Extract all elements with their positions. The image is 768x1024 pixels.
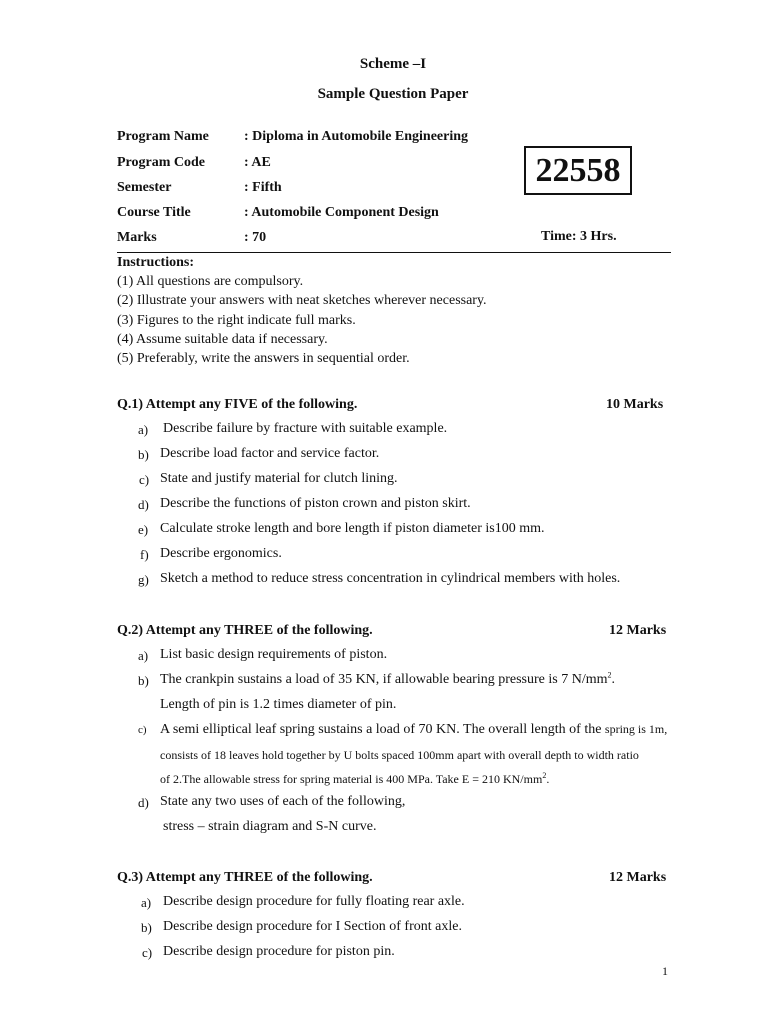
q1-item-text: Describe ergonomics. bbox=[160, 546, 282, 561]
scheme-title: Scheme –I bbox=[359, 56, 427, 72]
course-code-box: 22558 bbox=[524, 146, 632, 195]
q1-item-text: Calculate stroke length and bore length if piston diameter is100 mm. bbox=[160, 521, 545, 536]
program-name-label: Program Name bbox=[117, 129, 209, 144]
q2-d-line1: State any two uses of each of the following, bbox=[160, 794, 406, 809]
q1-item-text: Describe load factor and service factor. bbox=[160, 446, 380, 461]
q2-item-letter: a) bbox=[138, 648, 149, 663]
q2-d-line2: stress – strain diagram and S-N curve. bbox=[163, 819, 377, 834]
program-code-value: : AE bbox=[244, 155, 271, 170]
q1-heading: Q.1) Attempt any FIVE of the following. bbox=[117, 397, 358, 412]
q2-c-period: . bbox=[546, 772, 550, 786]
q2-item-text bbox=[160, 672, 615, 688]
instruction-item: (4) Assume suitable data if necessary. bbox=[117, 332, 328, 347]
exam-time: Time: 3 Hrs. bbox=[541, 229, 617, 244]
q2-c-line1-small: spring is 1m, bbox=[604, 722, 668, 736]
q2-heading: Q.2) Attempt any THREE of the following. bbox=[117, 623, 373, 638]
q1-item-text: Describe the functions of piston crown and piston skirt. bbox=[160, 496, 471, 511]
q2-b-period: . bbox=[611, 672, 616, 687]
q2-item-letter: b) bbox=[138, 673, 149, 688]
q2-b-line2: Length of pin is 1.2 times diameter of pin. bbox=[160, 697, 397, 712]
header-divider bbox=[117, 252, 671, 253]
q3-heading: Q.3) Attempt any THREE of the following. bbox=[117, 870, 373, 885]
q1-item-letter: b) bbox=[138, 447, 149, 462]
q3-item-letter: c) bbox=[142, 945, 153, 960]
q2-c-line3: of 2.The allowable stress for spring material is 400 MPa. Take E = 210 KN/mm bbox=[160, 772, 543, 786]
course-title-label: Course Title bbox=[117, 205, 191, 220]
instruction-item: (3) Figures to the right indicate full marks. bbox=[117, 313, 356, 328]
q1-item-letter: c) bbox=[139, 472, 150, 487]
q1-marks: 10 Marks bbox=[606, 397, 664, 412]
q2-c-line2: consists of 18 leaves hold together by U bolts spaced 100mm apart with overall depth to width ratio bbox=[160, 748, 639, 762]
q2-marks: 12 Marks bbox=[609, 623, 667, 638]
q3-item-text: Describe design procedure for I Section of front axle. bbox=[163, 919, 462, 934]
q1-item-letter: g) bbox=[138, 572, 149, 587]
q1-item-letter: a) bbox=[138, 422, 149, 437]
course-title-value: : Automobile Component Design bbox=[244, 205, 439, 220]
q2-item-letter: d) bbox=[138, 795, 149, 810]
semester-value: : Fifth bbox=[244, 180, 282, 195]
paper-title: Sample Question Paper bbox=[317, 86, 469, 102]
q2-c-line3-wrap bbox=[160, 772, 549, 787]
q2-b-superscript: 2 bbox=[607, 670, 612, 680]
instruction-item: (1) All questions are compulsory. bbox=[117, 274, 304, 289]
q1-item-letter: d) bbox=[138, 497, 149, 512]
q2-c-superscript: 2 bbox=[542, 771, 547, 780]
instructions-heading: Instructions: bbox=[117, 255, 195, 270]
marks-label: Marks bbox=[117, 230, 157, 245]
semester-label: Semester bbox=[117, 180, 172, 195]
q3-marks: 12 Marks bbox=[609, 870, 667, 885]
q1-item-text: Describe failure by fracture with suitable example. bbox=[163, 421, 448, 436]
q1-item-text: Sketch a method to reduce stress concentration in cylindrical members with holes. bbox=[160, 571, 621, 586]
q1-item-letter: e) bbox=[138, 522, 149, 537]
q1-item-text: State and justify material for clutch lining. bbox=[160, 471, 398, 486]
q2-item-letter: c) bbox=[138, 724, 147, 736]
q3-item-text: Describe design procedure for piston pin. bbox=[163, 944, 395, 959]
q2-b-line1: The crankpin sustains a load of 35 KN, if allowable bearing pressure is 7 N/mm bbox=[160, 672, 608, 687]
instruction-item: (5) Preferably, write the answers in sequential order. bbox=[117, 351, 410, 366]
q2-c-line1: A semi elliptical leaf spring sustains a load of 70 KN. The overall length of the bbox=[160, 722, 602, 737]
q3-item-letter: a) bbox=[141, 895, 152, 910]
q3-item-text: Describe design procedure for fully floating rear axle. bbox=[163, 894, 465, 909]
program-name-value: : Diploma in Automobile Engineering bbox=[244, 129, 469, 144]
marks-value: : 70 bbox=[244, 230, 267, 245]
q2-item-text: List basic design requirements of piston. bbox=[160, 647, 388, 662]
program-code-label: Program Code bbox=[117, 155, 205, 170]
q2-item-text bbox=[160, 722, 667, 738]
page-number: 1 bbox=[662, 964, 668, 978]
q1-item-letter: f) bbox=[140, 547, 149, 562]
instruction-item: (2) Illustrate your answers with neat sketches wherever necessary. bbox=[117, 293, 487, 308]
q3-item-letter: b) bbox=[141, 920, 152, 935]
